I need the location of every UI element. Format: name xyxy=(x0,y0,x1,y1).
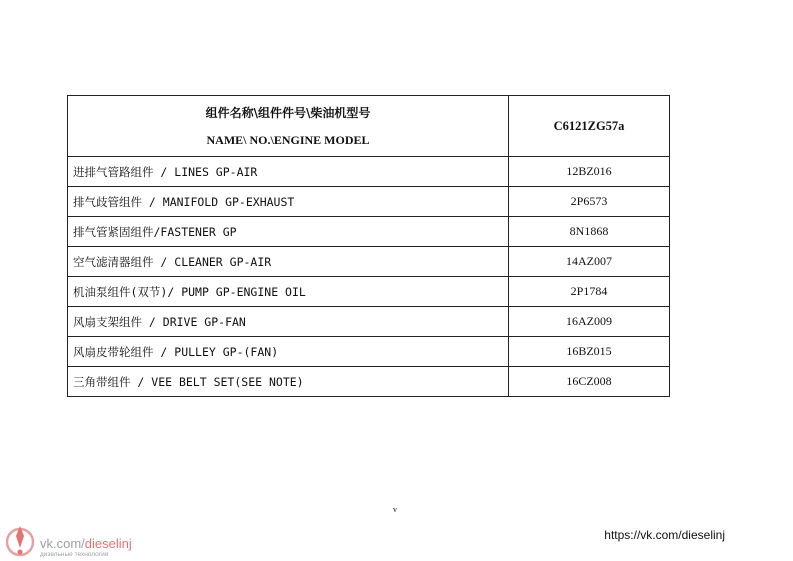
table-row xyxy=(68,307,670,337)
part-number: 2P1784 xyxy=(509,277,670,307)
header-name-cell xyxy=(68,96,509,157)
table-header-row xyxy=(68,96,670,157)
watermark-url-accent: dieselinj xyxy=(84,536,132,551)
watermark-tagline: дизельные технологии xyxy=(40,551,109,558)
fuel-injector-logo-icon xyxy=(4,522,38,558)
part-name: 空气滤清器组件 / CLEANER GP-AIR xyxy=(68,247,509,277)
part-name: 排气歧管组件 / MANIFOLD GP-EXHAUST xyxy=(68,187,509,217)
part-name: 风扇皮带轮组件 / PULLEY GP-(FAN) xyxy=(68,337,509,367)
part-name: 排气管紧固组件/FASTENER GP xyxy=(68,217,509,247)
table-row xyxy=(68,157,670,187)
part-number: 8N1868 xyxy=(509,217,670,247)
watermark-url-prefix: vk.com/ xyxy=(40,536,85,551)
part-name: 三角带组件 / VEE BELT SET(SEE NOTE) xyxy=(68,367,509,397)
table-row xyxy=(68,217,670,247)
table-row xyxy=(68,337,670,367)
table-row xyxy=(68,367,670,397)
part-number: 16BZ015 xyxy=(509,337,670,367)
watermark-logo xyxy=(4,522,164,558)
table-row xyxy=(68,187,670,217)
parts-table xyxy=(67,95,670,397)
table-row xyxy=(68,247,670,277)
part-number: 2P6573 xyxy=(509,187,670,217)
header-name-en: NAME\ NO.\ENGINE MODEL xyxy=(206,133,370,147)
part-number: 12BZ016 xyxy=(509,157,670,187)
page-number: v xyxy=(393,505,397,514)
part-name: 进排气管路组件 / LINES GP-AIR xyxy=(68,157,509,187)
watermark-url xyxy=(40,536,132,551)
part-number: 14AZ007 xyxy=(509,247,670,277)
footer-url[interactable]: https://vk.com/dieselinj xyxy=(604,528,725,542)
header-name-cn: 组件名称\组件件号\柴油机型号 xyxy=(205,106,371,120)
part-name: 机油泵组件(双节)/ PUMP GP-ENGINE OIL xyxy=(68,277,509,307)
part-number: 16CZ008 xyxy=(509,367,670,397)
header-engine-model: C6121ZG57a xyxy=(509,96,670,157)
table-row xyxy=(68,277,670,307)
part-name: 风扇支架组件 / DRIVE GP-FAN xyxy=(68,307,509,337)
part-number: 16AZ009 xyxy=(509,307,670,337)
